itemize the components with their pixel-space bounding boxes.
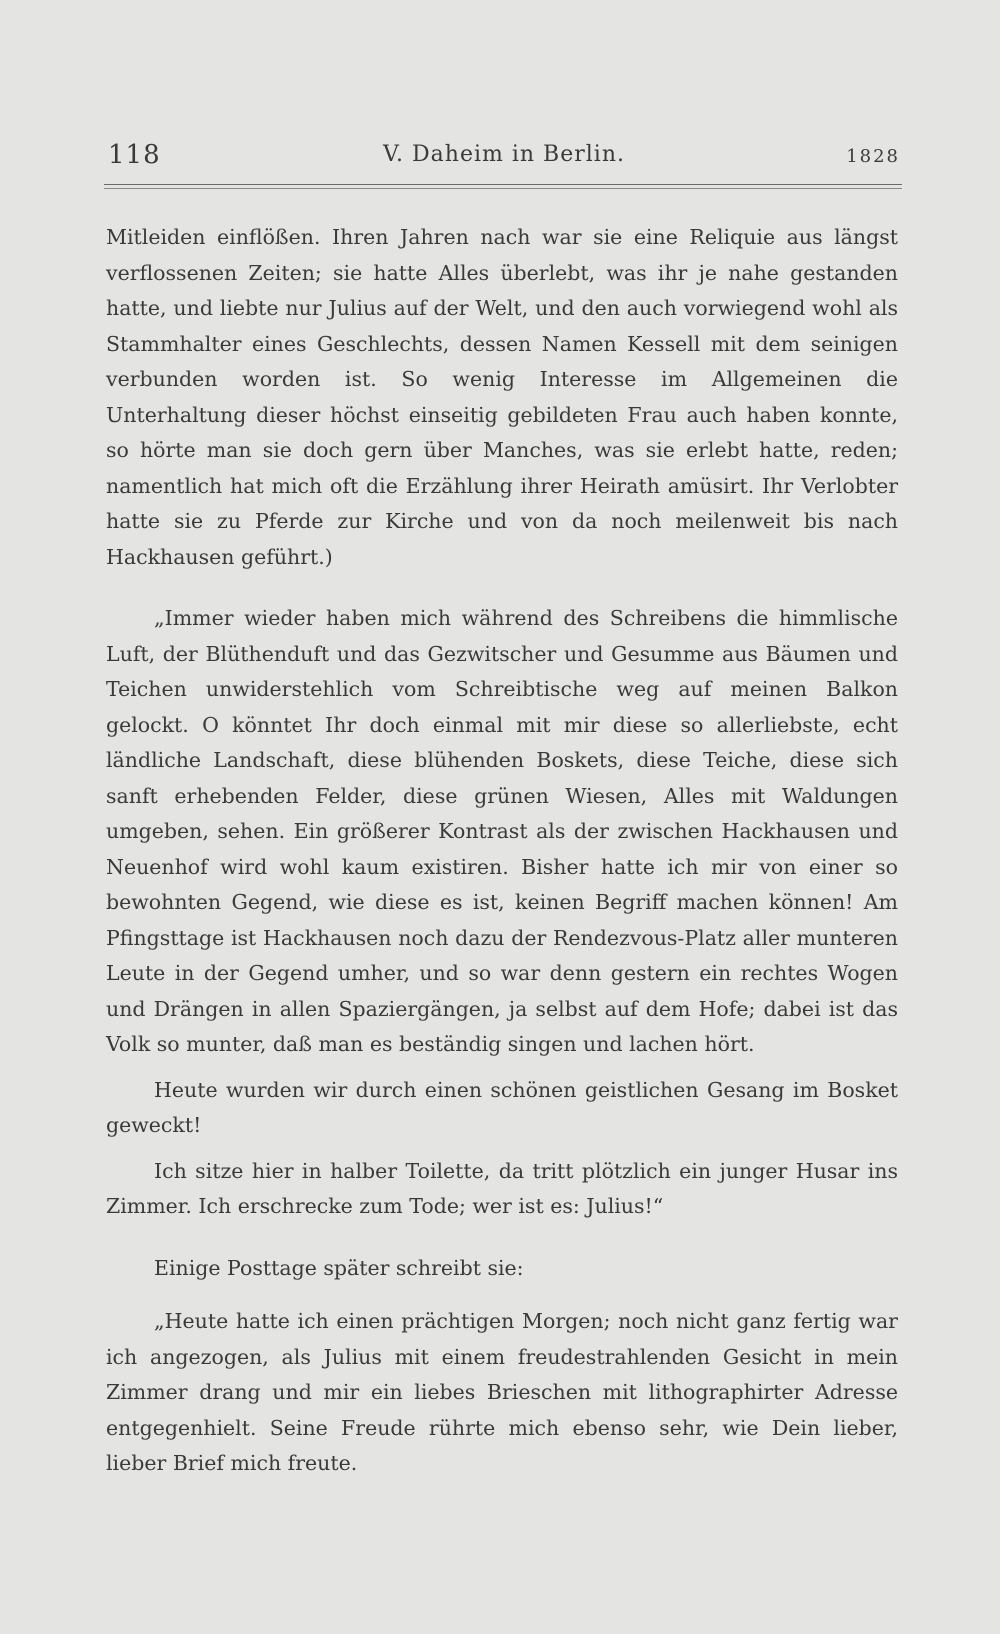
running-title: V. Daheim in Berlin. [383, 142, 625, 167]
paragraph-husar: Ich sitze hier in halber Toilette, da tritt plötzlich ein junger Husar ins Zimmer. Ich erschrecke zum Tode; wer ist es: Julius!“ [106, 1158, 898, 1218]
header-year: 1828 [846, 146, 900, 167]
body-text [106, 220, 898, 1482]
paragraph-continuation: Mitleiden einflößen. Ihren Jahren nach war sie eine Reliquie aus längst verflossenen Zeiten; sie hatte Alles überlebt, was ihr je nahe gestanden hatte, und liebte nur Julius auf der Welt, und den auch vorwiegend wohl als Stammhalter eines Geschlechts, dessen Namen Kessell mit dem seinigen verbunden worden ist. So wenig Interesse im Allgemeinen die Unterhaltung dieser höchst einseitig gebildeten Frau auch haben konnte, so hörte man sie doch gern über Manches, was sie erlebt hatte, reden; namentlich hat mich oft die Erzählung ihrer Heirath amüsirt. Ihr Verlobter hatte sie zu Pferde zur Kirche und von da noch meilenweit bis nach Hackhausen geführt.) [106, 225, 898, 569]
paragraph-second-letter: „Heute hatte ich einen prächtigen Morgen; noch nicht ganz fertig war ich angezogen, als Julius mit einem freudestrahlenden Gesicht in mein Zimmer drang und mir ein liebes Brieschen mit lithographirter Adresse entgegenhielt. Seine Freude rührte mich ebenso sehr, wie Dein lieber, lieber Brief mich freute. [106, 1309, 898, 1475]
page-number: 118 [108, 140, 161, 170]
page-header [108, 140, 900, 180]
paragraph-letter-quote: „Immer wieder haben mich während des Schreibens die himmlische Luft, der Blüthenduft und das Gezwitscher und Gesumme aus Bäumen und Teichen unwiderstehlich vom Schreibtische weg auf meinen Balkon gelockt. O könntet Ihr doch einmal mit mir diese so allerliebste, echt ländliche Landschaft, diese blühenden Boskets, diese Teiche, diese sich sanft erhebenden Felder, diese grünen Wiesen, Alles mit Waldungen umgeben, sehen. Ein größerer Kontrast als der zwischen Hackhausen und Neuenhof wird wohl kaum existiren. Bisher hatte ich mir von einer so bewohnten Gegend, wie diese es ist, keinen Begriff machen können! Am Pfingsttage ist Hackhausen noch dazu der Rendezvous-Platz aller munteren Leute in der Gegend umher, und so war denn gestern ein rechtes Wogen und Drängen in allen Spaziergängen, ja selbst auf dem Hofe; dabei ist das Volk so munter, daß man es beständig singen und lachen hört. [106, 606, 898, 1056]
paragraph-posttage: Einige Posttage später schreibt sie: [154, 1255, 524, 1280]
header-rule-secondary [104, 188, 902, 189]
header-rule [104, 184, 902, 185]
paragraph-morning-song: Heute wurden wir durch einen schönen geistlichen Gesang im Bosket geweckt! [106, 1077, 898, 1137]
